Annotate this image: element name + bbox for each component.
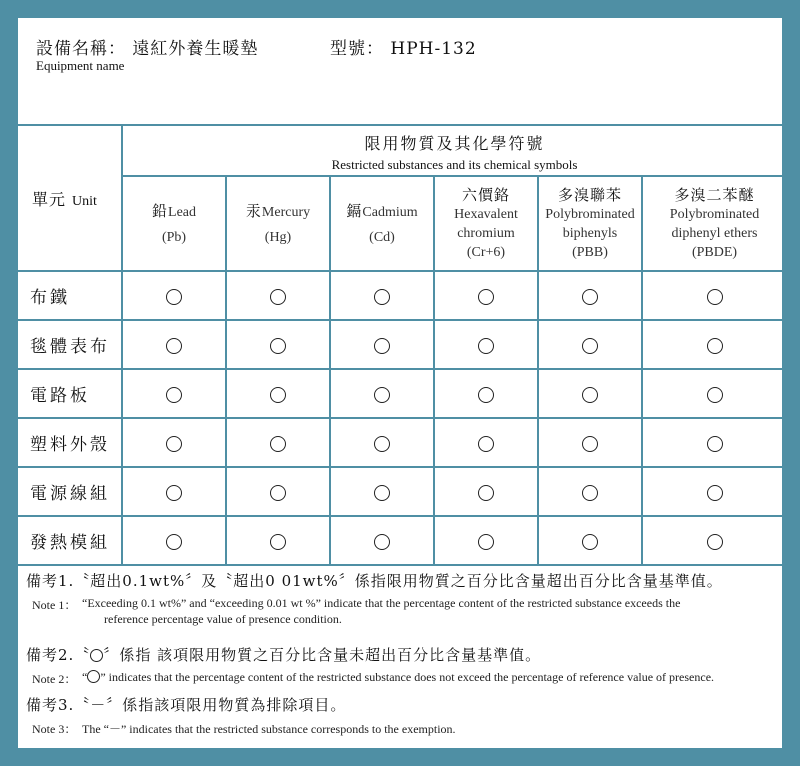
restricted-header-en: Restricted substances and its chemical symbols [331,156,578,172]
note-1-en-line-1: “Exceeding 0.1 wt%” and “exceeding 0.01 wt %” indicate that the percentage content of the restricted substance exceeds the [82,596,681,610]
table-row [18,467,786,516]
substance-cell [538,467,642,516]
substance-header-pbb [538,176,642,271]
substance-symbol: (Cd) [369,229,395,245]
unit-name: 塑料外殼 [18,418,122,467]
restricted-substances-table [18,124,786,566]
substance-symbol: (Hg) [264,229,292,245]
restricted-substances-header [122,125,786,176]
circle-mark-icon [478,436,494,452]
substance-symbol: (Cr+6) [466,244,506,260]
substance-header-cadmium [330,176,434,271]
note-3-zh: 備考3.〝－〞係指該項限用物質為排除項目。 [26,696,347,714]
note-3-label: Note 3： [32,722,77,736]
item-rows [18,271,786,565]
substance-header-pbde [642,176,786,271]
substance-header-mercury [226,176,330,271]
substance-cell [122,369,226,418]
circle-symbol-icon [87,670,100,683]
substance-cell [538,320,642,369]
substance-symbol: (Pb) [161,229,187,245]
substance-cell [226,516,330,565]
substance-cell [642,271,786,320]
substance-cell [642,467,786,516]
substance-cell [122,271,226,320]
substance-symbol: (PBB) [572,244,608,260]
unit-name: 電路板 [18,369,122,418]
circle-mark-icon [707,289,723,305]
circle-mark-icon [582,289,598,305]
substance-cell [330,418,434,467]
equipment-name-en: Equipment name [36,58,125,73]
circle-mark-icon [270,534,286,550]
circle-mark-icon [374,387,390,403]
note-2-en-open: “ [82,670,88,684]
note-2-label: Note 2： [32,672,77,686]
substance-cell [434,320,538,369]
note-2-zh-rest: 〞係指 該項限用物質之百分比含量未超出百分比含量基準值。 [103,646,542,664]
table-row [18,516,786,565]
note-2-en-rest: ” indicates that the percentage content of the restricted substance does not exceed the percentage of reference value of presence. [100,670,715,684]
circle-mark-icon [478,485,494,501]
circle-mark-icon [166,436,182,452]
substance-cell [538,271,642,320]
circle-mark-icon [707,534,723,550]
substance-cell [434,467,538,516]
substance-cell [434,516,538,565]
circle-mark-icon [707,387,723,403]
note-1-zh: 備考1.〝超出0.1wt%〞及〝超出0 01wt%〞係指限用物質之百分比含量超出百分比含量基準值。 [26,572,723,590]
circle-symbol-icon [90,649,103,662]
circle-mark-icon [478,387,494,403]
substance-cell [538,369,642,418]
substance-zh: 鉛 [152,201,169,220]
circle-mark-icon [582,485,598,501]
unit-name: 電源線組 [18,467,122,516]
equipment-name-line: 設備名稱： 遠紅外養生暖墊 [36,39,259,59]
substance-en-2: biphenyls [562,225,618,241]
substance-cell [226,467,330,516]
table-row [18,271,786,320]
substance-cell [122,418,226,467]
substance-en-2: diphenyl ethers [671,225,758,241]
circle-mark-icon [166,387,182,403]
circle-mark-icon [374,485,390,501]
circle-mark-icon [707,436,723,452]
circle-mark-icon [270,289,286,305]
circle-mark-icon [478,534,494,550]
substance-zh: 多溴二苯醚 [674,185,755,204]
substance-cell [538,516,642,565]
substance-cell [226,418,330,467]
substance-cell [122,320,226,369]
substance-cell [434,418,538,467]
restricted-header-zh: 限用物質及其化學符號 [364,133,545,153]
table-row [18,320,786,369]
circle-mark-icon [270,436,286,452]
circle-mark-icon [270,485,286,501]
circle-mark-icon [582,387,598,403]
substance-zh: 鎘 [346,201,363,220]
substance-cell [330,271,434,320]
circle-mark-icon [478,289,494,305]
substance-zh: 多溴聯苯 [557,185,622,204]
substance-cell [330,369,434,418]
substance-header-hexavalent-chromium [434,176,538,271]
model-line: 型號： HPH-132 [330,39,477,59]
declaration-sheet [18,18,782,748]
substance-en-1: Polybrominated [545,206,635,222]
unit-header [18,125,122,271]
circle-mark-icon [582,436,598,452]
note-2-zh-prefix: 備考2.〝 [26,646,91,664]
note-3-en: The “－” indicates that the restricted substance corresponds to the exemption. [82,722,456,736]
substance-symbol: (PBDE) [691,244,738,260]
substance-en-2: chromium [457,225,515,241]
circle-mark-icon [374,338,390,354]
substance-cell [642,320,786,369]
circle-mark-icon [270,387,286,403]
unit-header-zh: 單元 [32,189,67,209]
substance-cell [330,320,434,369]
substance-zh: 汞 [245,201,262,220]
note-1-en-line-2: reference percentage value of presence condition. [104,612,342,626]
note-2-en [82,670,714,685]
unit-name: 發熱模組 [18,516,122,565]
circle-mark-icon [707,338,723,354]
substance-cell [226,369,330,418]
substance-zh: 六價鉻 [461,185,510,204]
circle-mark-icon [374,436,390,452]
unit-name: 布鐵 [18,271,122,320]
circle-mark-icon [166,485,182,501]
substance-en: Lead [168,204,196,220]
circle-mark-icon [374,534,390,550]
substance-en-1: Hexavalent [454,206,518,222]
circle-mark-icon [374,289,390,305]
substance-cell [642,418,786,467]
substance-cell [122,467,226,516]
substance-en-1: Polybrominated [669,206,760,222]
substance-header-lead [122,176,226,271]
circle-mark-icon [166,338,182,354]
circle-mark-icon [166,534,182,550]
circle-mark-icon [166,289,182,305]
substance-cell [538,418,642,467]
circle-mark-icon [270,338,286,354]
note-2-zh [26,644,541,665]
substance-en: Cadmium [362,204,418,220]
circle-mark-icon [707,485,723,501]
substance-cell [226,271,330,320]
substance-cell [434,369,538,418]
note-1-label: Note 1： [32,598,77,612]
header [18,18,782,126]
table-row [18,369,786,418]
substance-cell [642,369,786,418]
unit-name: 毯體表布 [18,320,122,369]
substance-cell [330,516,434,565]
substance-cell [226,320,330,369]
unit-header-en: Unit [72,193,97,209]
substance-cell [122,516,226,565]
substance-cell [642,516,786,565]
substance-cell [434,271,538,320]
substance-en: Mercury [261,204,311,220]
circle-mark-icon [582,338,598,354]
table-row [18,418,786,467]
circle-mark-icon [582,534,598,550]
circle-mark-icon [478,338,494,354]
substance-cell [330,467,434,516]
